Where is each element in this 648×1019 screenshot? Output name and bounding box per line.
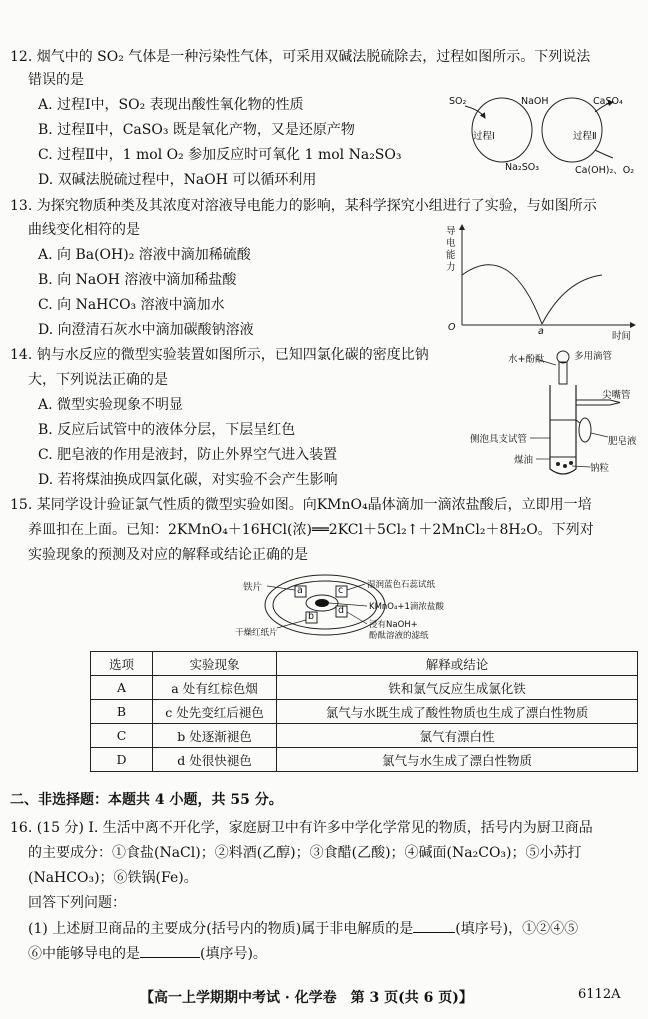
q12-option-b: B. 过程Ⅱ中，CaSO₃ 既是氧化产物，又是还原产物 bbox=[38, 122, 355, 138]
label-so2: SO₂ bbox=[449, 96, 467, 107]
q16-question-1 bbox=[28, 918, 578, 939]
row-b-option: B bbox=[91, 700, 153, 724]
conductivity-chart bbox=[440, 220, 640, 340]
label-na2so3: Na₂SO₃ bbox=[505, 162, 540, 173]
label-nozzle: 尖嘴管 bbox=[602, 390, 631, 401]
label-iron-sheet: 铁片 bbox=[243, 582, 263, 593]
table-row bbox=[91, 724, 638, 748]
q13-stem-2: 曲线变化相符的是 bbox=[28, 222, 140, 238]
q13-option-c: C. 向 NaHCO₃ 溶液中滴加水 bbox=[38, 297, 225, 313]
label-sodium: 钠粒 bbox=[590, 463, 610, 474]
q13-option-a: A. 向 Ba(OH)₂ 溶液中滴加稀硫酸 bbox=[38, 247, 251, 263]
q16-q1-text: (1) 上述厨卫商品的主要成分(括号内的物质)属于非电解质的是 bbox=[28, 921, 414, 937]
label-naoh-paper: 浸有NaOH+ bbox=[369, 620, 418, 630]
header-conclusion: 解释或结论 bbox=[277, 652, 638, 676]
page-footer-title: 【高一上学期期中考试 · 化学卷 第 3 页(共 6 页)】 bbox=[140, 990, 473, 1006]
label-point-a: a bbox=[297, 585, 303, 596]
label-naoh-paper-2: 酚酞溶液的滤纸 bbox=[369, 631, 429, 641]
row-c-phenomenon: b 处逐渐褪色 bbox=[153, 724, 277, 748]
q14-stem-2: 大，下列说法正确的是 bbox=[28, 372, 168, 388]
label-dry-red-paper: 干燥红纸片 bbox=[235, 628, 278, 638]
q16-q1-conduct: ⑥中能够导电的是 bbox=[28, 946, 140, 962]
chart-ylabel: 导电能力 bbox=[446, 226, 456, 273]
q15-stem-1: 15. 某同学设计验证氯气性质的微型实验如图。向KMnO₄晶体滴加一滴浓盐酸后，立即用一培 bbox=[10, 497, 592, 513]
conductivity-curve bbox=[440, 220, 640, 340]
q16-line-4: 回答下列问题： bbox=[28, 895, 126, 911]
row-a-option: A bbox=[91, 676, 153, 700]
q16-question-1b bbox=[28, 943, 267, 964]
row-d-conclusion: 氯气与水生成了漂白性物质 bbox=[277, 748, 638, 772]
label-kerosene: 煤油 bbox=[514, 455, 534, 466]
label-process-2: 过程Ⅱ bbox=[573, 131, 597, 142]
answer-blank-2[interactable] bbox=[140, 943, 200, 958]
table-row bbox=[91, 700, 638, 724]
q12-option-c: C. 过程Ⅱ中，1 mol O₂ 参加反应时可氧化 1 mol Na₂SO₃ bbox=[38, 147, 402, 163]
q13-option-d: D. 向澄清石灰水中滴加碳酸钠溶液 bbox=[38, 322, 254, 338]
label-tube: 侧泡具支试管 bbox=[470, 434, 528, 445]
sodium-water-apparatus bbox=[470, 345, 640, 480]
q16-line-1: 16. (15 分) Ⅰ. 生活中离不开化学，家庭厨卫中有许多中学化学常见的物质，括号内为厨卫商品 bbox=[10, 820, 593, 836]
q12-option-a: A. 过程Ⅰ中，SO₂ 表现出酸性氧化物的性质 bbox=[38, 97, 304, 113]
petri-dish-diagram bbox=[235, 570, 535, 642]
label-point-b: b bbox=[308, 611, 315, 622]
q15-stem-2: 养皿扣在上面。已知：2KMnO₄＋16HCl(浓)══2KCl＋5Cl₂↑＋2MnCl₂＋8H₂O。下列对 bbox=[28, 522, 594, 538]
q15-stem-3: 实验现象的预测及对应的解释或结论正确的是 bbox=[28, 547, 308, 563]
header-option: 选项 bbox=[91, 652, 153, 676]
q12-stem-1: 12. 烟气中的 SO₂ 气体是一种污染性气体，可采用双碱法脱硫除去，过程如图所示。下列说法 bbox=[10, 49, 591, 65]
label-naoh: NaOH bbox=[521, 96, 549, 107]
q14-option-d: D. 若将煤油换成四氯化碳，对实验不会产生影响 bbox=[38, 472, 338, 488]
label-kmno4: KMnO₄+1滴浓盐酸 bbox=[369, 602, 444, 612]
label-soap: 肥皂液 bbox=[608, 436, 637, 447]
q12-stem-2: 错误的是 bbox=[28, 72, 84, 88]
q14-option-a: A. 微型实验现象不明显 bbox=[38, 397, 184, 413]
q16-line-3: (NaHCO₃)；⑥铁锅(Fe)。 bbox=[28, 870, 198, 886]
q14-stem-1: 14. 钠与水反应的微型实验装置如图所示，已知四氯化碳的密度比钠 bbox=[10, 347, 429, 363]
chart-point-a: a bbox=[538, 326, 544, 337]
q16-q1-conduct-b: (填序号)。 bbox=[200, 946, 267, 962]
row-b-phenomenon: c 处先变红后褪色 bbox=[153, 700, 277, 724]
q12-option-d: D. 双碱法脱硫过程中，NaOH 可以循环利用 bbox=[38, 172, 317, 188]
section-heading: 二、非选择题：本题共 4 小题，共 55 分。 bbox=[10, 792, 283, 808]
answer-blank-1[interactable] bbox=[413, 918, 455, 933]
q14-option-b: B. 反应后试管中的液体分层，下层呈红色 bbox=[38, 422, 296, 438]
label-caso4: CaSO₄ bbox=[593, 96, 623, 107]
page-footer-code: 6112A bbox=[578, 987, 621, 1002]
row-b-conclusion: 氯气与水既生成了酸性物质也生成了漂白性物质 bbox=[277, 700, 638, 724]
row-d-option: D bbox=[91, 748, 153, 772]
experiment-table bbox=[90, 651, 638, 772]
q13-option-b: B. 向 NaOH 溶液中滴加稀盐酸 bbox=[38, 272, 237, 288]
row-d-phenomenon: d 处很快褪色 bbox=[153, 748, 277, 772]
row-a-phenomenon: a 处有红棕色烟 bbox=[153, 676, 277, 700]
q13-stem-1: 13. 为探究物质种类及其浓度对溶液导电能力的影响，某科学探究小组进行了实验，与如图所示 bbox=[10, 198, 597, 214]
q16-line-2: 的主要成分：①食盐(NaCl)；②料酒(乙醇)；③食醋(乙酸)；④碱面(Na₂CO₃)；⑤小苏打 bbox=[28, 845, 582, 861]
label-point-d: d bbox=[338, 605, 345, 616]
row-a-conclusion: 铁和氯气反应生成氯化铁 bbox=[277, 676, 638, 700]
table-row bbox=[91, 748, 638, 772]
chart-xlabel: 时间 bbox=[612, 331, 632, 342]
row-c-conclusion: 氯气有漂白性 bbox=[277, 724, 638, 748]
desulfurization-cycle-diagram bbox=[445, 88, 640, 178]
q14-option-c: C. 肥皂液的作用是液封，防止外界空气进入装置 bbox=[38, 447, 338, 463]
label-dropper: 多用滴管 bbox=[574, 351, 613, 362]
chart-origin: O bbox=[448, 322, 456, 333]
label-point-c: c bbox=[338, 585, 344, 596]
q16-q1-text-b: (填序号)，①②④⑤ bbox=[455, 921, 579, 937]
apparatus-drawing bbox=[470, 345, 640, 480]
table-row bbox=[91, 676, 638, 700]
label-process-1: 过程Ⅰ bbox=[473, 131, 495, 142]
label-caoh2-o2: Ca(OH)₂、O₂ bbox=[575, 165, 635, 176]
table-header-row bbox=[91, 652, 638, 676]
label-water-phenol: 水+酚酞 bbox=[508, 354, 545, 365]
header-phenomenon: 实验现象 bbox=[153, 652, 277, 676]
label-litmus-paper: 湿润蓝色石蕊试纸 bbox=[367, 580, 436, 590]
row-c-option: C bbox=[91, 724, 153, 748]
